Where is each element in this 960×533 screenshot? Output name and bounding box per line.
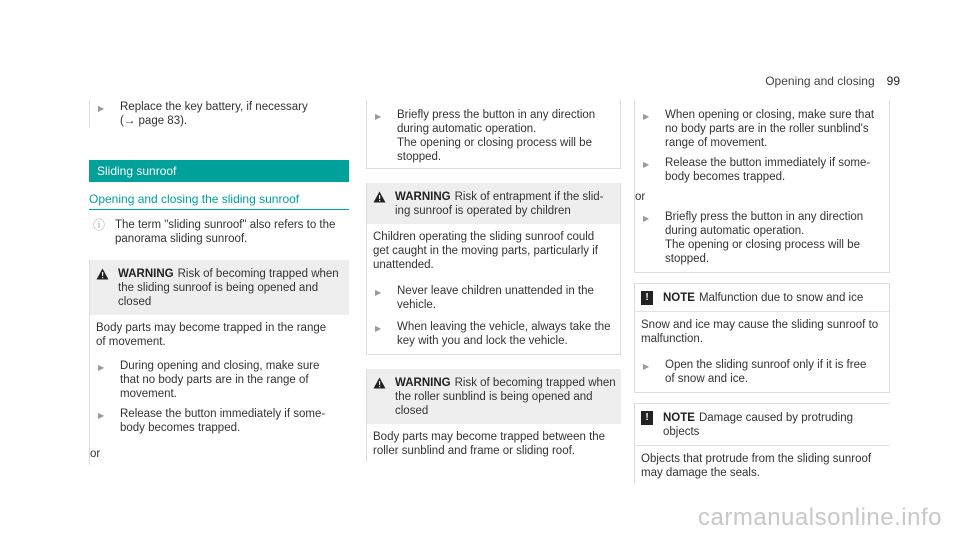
or-text: or [90, 448, 101, 460]
exclamation-box-icon: ! [641, 291, 653, 305]
notice-body [635, 445, 890, 484]
warning-body [367, 424, 621, 462]
body-line: Objects that protrude from the sliding sunroof [641, 453, 872, 465]
column-2 [366, 100, 621, 462]
step-line: Release the button immediately if some- [120, 408, 326, 420]
warning-head-line: ing sunroof is operated by children [395, 205, 571, 217]
warning-header [367, 369, 621, 424]
step-line: During opening and closing, make sure [120, 360, 320, 372]
step-line: body becomes trapped. [120, 422, 241, 434]
step [635, 156, 889, 184]
body-line: may damage the seals. [641, 467, 760, 479]
warning-triangle-icon [96, 267, 110, 309]
column-3 [634, 100, 890, 484]
step-line: during automatic operation. [397, 123, 537, 135]
step-line: key with you and lock the vehicle. [397, 335, 568, 347]
warning-head-line: the sliding sunroof is being opened and [118, 282, 319, 294]
notice-body [635, 311, 889, 350]
page-reference-link[interactable]: (→ page 83). [120, 115, 188, 127]
notice-label: NOTE [663, 412, 695, 424]
step-line: The opening or closing process will be [665, 239, 860, 251]
step [367, 108, 620, 164]
step-line: range of movement. [665, 137, 768, 149]
warning-body [367, 224, 620, 276]
note-line: The term "sliding sunroof" also refers to the [115, 219, 336, 231]
step-line: during automatic operation. [665, 225, 805, 237]
warning-head-line: Risk of becoming trapped when [454, 377, 616, 389]
warning-box-sunblind [366, 369, 621, 462]
step-line: vehicle. [397, 299, 436, 311]
warning-box-entrapment [366, 183, 621, 355]
notice-box-snow [634, 283, 890, 393]
step-replace-battery [89, 100, 349, 128]
triangle-right-icon: ▶ [375, 288, 382, 297]
notice-header [635, 404, 890, 445]
notice-head-line: objects [663, 426, 700, 438]
subheading: Opening and closing the sliding sunroof [89, 186, 349, 210]
warning-head-line: the roller sunblind is being opened and [395, 391, 593, 403]
triangle-right-icon: ▶ [375, 112, 382, 121]
warning-label: WARNING [118, 268, 174, 280]
note-line: panorama sliding sunroof. [115, 233, 248, 245]
step-line: When opening or closing, make sure that [665, 109, 875, 121]
warning-triangle-icon [373, 376, 387, 418]
step-line: When leaving the vehicle, always take the [397, 321, 611, 333]
column-1 [89, 100, 349, 471]
warning-label: WARNING [395, 191, 451, 203]
notice-box-damage [634, 403, 890, 484]
step-line: no body parts are in the roller sunblind's [665, 123, 869, 135]
or-text: or [635, 191, 646, 203]
page-header-title: Opening and closing [765, 74, 875, 88]
warning-label: WARNING [395, 377, 451, 389]
body-line: Children operating the sliding sunroof could [373, 231, 595, 243]
step [90, 407, 349, 435]
step [635, 108, 889, 150]
warning-triangle-icon [373, 190, 387, 218]
warning-header [367, 183, 620, 224]
step-line: that no body parts are in the range of [120, 374, 309, 386]
warning-head-line: closed [118, 296, 152, 308]
step-line: stopped. [397, 151, 442, 163]
warning-head-line: Risk of becoming trapped when [177, 268, 339, 280]
warning-head-line: Risk of entrapment if the slid- [454, 191, 604, 203]
triangle-right-icon: ▶ [375, 324, 382, 333]
warning-head-line: closed [395, 405, 429, 417]
section-title: Sliding sunroof [89, 160, 349, 182]
step-line: movement. [120, 388, 177, 400]
body-line: roller sunblind and frame or sliding roof. [373, 445, 575, 457]
triangle-right-icon: ▶ [643, 112, 650, 121]
step-line: Replace the key battery, if necessary [120, 101, 308, 113]
triangle-right-icon: ▶ [643, 362, 650, 371]
step-brief-press [366, 100, 621, 169]
triangle-right-icon: ▶ [98, 104, 105, 113]
step [367, 284, 620, 312]
info-icon: ⓘ [93, 218, 106, 232]
triangle-right-icon: ▶ [643, 214, 650, 223]
page-number: 99 [886, 74, 900, 88]
exclamation-box-icon: ! [641, 411, 653, 425]
step-line: Briefly press the button in any direction [397, 109, 596, 121]
notice-label: NOTE [663, 292, 695, 304]
step-line: stopped. [665, 253, 710, 265]
body-line: unattended. [373, 259, 434, 271]
body-line: of movement. [96, 336, 166, 348]
body-line: Body parts may become trapped between the [373, 431, 606, 443]
triangle-right-icon: ▶ [98, 363, 105, 372]
notice-head-line: Malfunction due to snow and ice [698, 292, 864, 304]
warning-header [90, 260, 349, 315]
step [90, 359, 349, 401]
step-line: The opening or closing process will be [397, 137, 592, 149]
info-note [89, 210, 349, 246]
step-line: Never leave children unattended in the [397, 285, 594, 297]
step [635, 358, 889, 386]
steps-sunblind [634, 100, 890, 273]
step-line: Release the button immediately if some- [665, 157, 871, 169]
triangle-right-icon: ▶ [643, 160, 650, 169]
body-line: get caught in the moving parts, particularly if [373, 245, 599, 257]
warning-box-trapped [89, 260, 349, 465]
step-line: body becomes trapped. [665, 171, 786, 183]
step [367, 320, 620, 348]
body-line: malfunction. [641, 333, 704, 345]
notice-header [635, 284, 889, 311]
watermark: carmanualsonline.info [698, 504, 942, 531]
triangle-right-icon: ▶ [98, 411, 105, 420]
notice-head-line: Damage caused by protruding [698, 412, 854, 424]
step [635, 210, 889, 266]
warning-body [90, 315, 349, 353]
body-line: Body parts may become trapped in the range [96, 322, 327, 334]
step-line: Briefly press the button in any direction [665, 211, 864, 223]
step-line: of snow and ice. [665, 373, 749, 385]
body-line: Snow and ice may cause the sliding sunroof to [641, 319, 879, 331]
step-line: Open the sliding sunroof only if it is free [665, 359, 867, 371]
page-header [765, 74, 900, 88]
